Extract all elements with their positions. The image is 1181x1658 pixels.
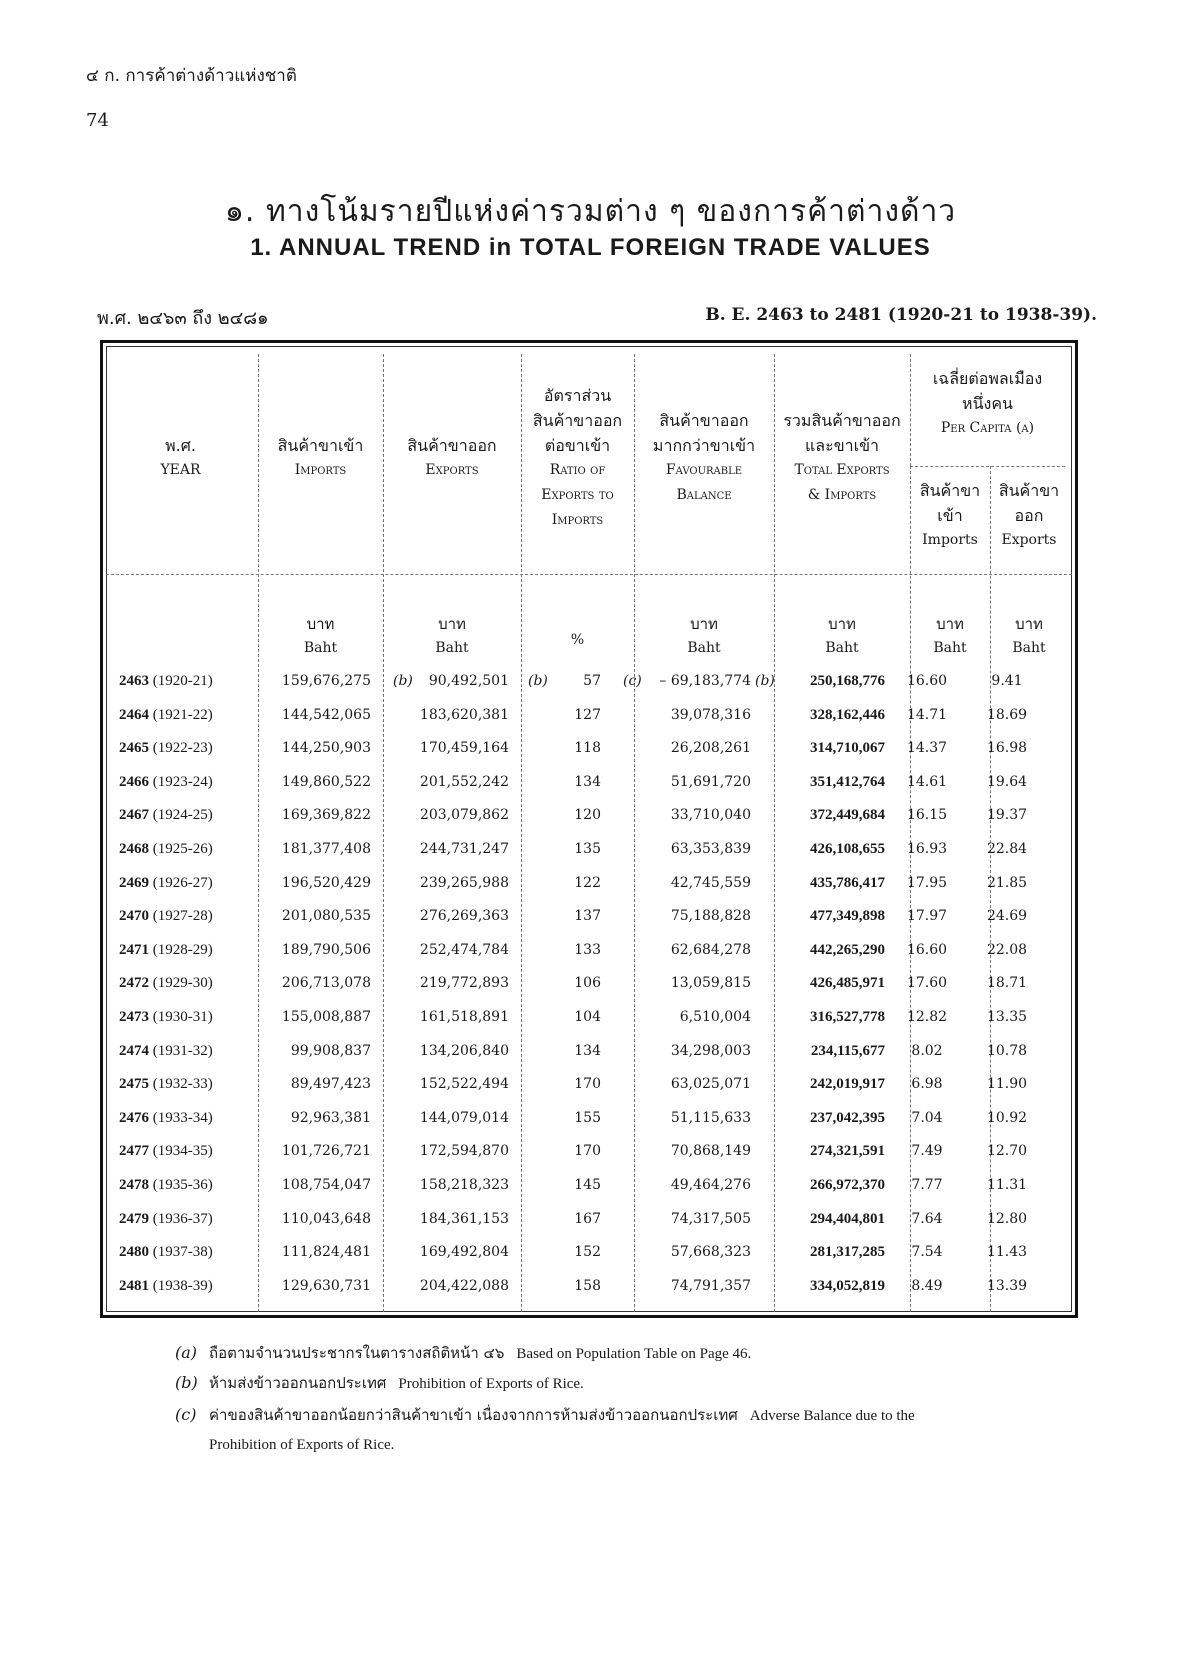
ratio-value: 137 [574,908,601,925]
year-ad: (1927-28) [152,908,213,925]
per-capita-imports-value: 7.54 [911,1244,943,1261]
per-capita-imports-value: 8.49 [911,1277,943,1294]
exports-value: 172,594,870 [419,1143,509,1160]
year-ad: (1932-33) [152,1076,213,1093]
table-row [103,967,1075,1000]
total-value: 237,042,395 [810,1109,885,1126]
exports-value: 252,474,784 [419,941,509,958]
table-row [103,1001,1075,1034]
exports-value: 203,079,862 [419,807,509,824]
exports-value: 201,552,242 [419,773,509,790]
per-capita-imports-value: 17.95 [906,874,948,891]
year-be: 2480 [119,1244,149,1261]
per-capita-imports-value: 12.82 [906,1009,948,1025]
header-balance: สินค้าขาออก มากกว่าขาเข้า Favourable Balance [652,411,756,503]
year-cell [119,967,259,1000]
year-cell [119,1135,259,1168]
imports-value: 101,726,721 [281,1143,371,1160]
year-cell [119,766,259,799]
footnote-a: (a) ถือตามจำนวนประชากรในตารางสถิติหน้า ๔๖ Based on Population Table on Page 46. [175,1343,752,1362]
page-number: 74 [86,110,109,131]
table-row [103,934,1075,967]
header-imports: สินค้าขาเข้า Imports [277,436,364,478]
year-cell [119,665,259,698]
year-be: 2466 [119,773,149,790]
ratio-value: 167 [574,1210,601,1227]
table-row [103,1169,1075,1202]
per-capita-imports-value: 8.02 [911,1042,943,1059]
ratio-value: 135 [574,841,601,857]
year-be: 2465 [119,740,149,757]
total-value: 328,162,446 [810,706,885,723]
year-cell [119,1270,259,1303]
unit-per-capita-imports: บาท Baht [933,615,967,656]
period-english: B. E. 2463 to 2481 (1920-21 to 1938-39). [705,305,1097,325]
year-cell [119,1102,259,1135]
total-value: 442,265,290 [810,941,885,958]
per-capita-exports-value: 10.92 [986,1109,1028,1126]
unit-imports: บาท Baht [303,615,338,656]
total-note-mark: (b) [755,673,775,689]
year-ad: (1936-37) [152,1210,213,1227]
year-ad: (1921-22) [152,706,213,723]
year-be: 2471 [119,941,149,958]
year-be: 2474 [119,1042,149,1059]
per-capita-imports-value: 17.97 [906,908,948,925]
table-row [103,1035,1075,1068]
per-capita-imports-value: 16.60 [906,941,948,958]
unit-per-capita-exports: บาท Baht [1012,615,1046,656]
unit-ratio: % [570,632,585,648]
per-capita-exports-value: 19.37 [986,807,1028,824]
exports-value: 152,522,494 [419,1076,509,1093]
year-cell [119,1236,259,1269]
imports-value: 149,860,522 [281,773,371,790]
year-ad: (1923-24) [152,773,213,790]
imports-value: 144,542,065 [281,706,371,723]
exports-value: 144,079,014 [419,1109,509,1126]
imports-value: 92,963,381 [290,1109,371,1126]
imports-value: 129,630,731 [281,1277,371,1294]
exports-note-mark: (b) [393,673,413,689]
exports-value: 219,772,893 [419,975,509,992]
header-per-capita: เฉลี่ยต่อพลเมือง หนึ่งคน Per Capita (a) [932,369,1043,436]
per-capita-exports-value: 18.69 [986,706,1028,723]
per-capita-exports-value: 18.71 [986,975,1028,992]
per-capita-imports-value: 16.60 [906,673,948,689]
year-be: 2477 [119,1143,149,1160]
ratio-value: 134 [574,773,601,790]
total-value: 242,019,917 [810,1076,885,1093]
footnote-c-continued: Prohibition of Exports of Rice. [209,1437,395,1453]
imports-value: 159,676,275 [281,673,371,689]
ratio-value: 145 [574,1177,601,1193]
header-exports: สินค้าขาออก Exports [407,436,497,478]
balance-value: 33,710,040 [670,807,751,824]
exports-value: 239,265,988 [419,874,509,891]
total-value: 351,412,764 [810,773,885,790]
year-be: 2469 [119,874,149,891]
imports-value: 181,377,408 [281,841,371,857]
year-ad: (1925-26) [152,841,213,857]
table-row [103,799,1075,832]
ratio-value: 127 [574,706,601,723]
balance-value: 74,791,357 [670,1277,751,1294]
year-ad: (1924-25) [152,807,213,824]
per-capita-imports-value: 7.64 [911,1210,943,1227]
year-cell [119,799,259,832]
year-cell [119,900,259,933]
per-capita-imports-value: 14.71 [906,706,948,723]
imports-value: 110,043,648 [281,1210,371,1227]
ratio-value: 152 [574,1244,601,1261]
balance-value: 42,745,559 [670,874,751,891]
unit-balance: บาท Baht [687,615,721,656]
total-value: 372,449,684 [810,807,885,824]
year-ad: (1935-36) [152,1177,213,1193]
table-row [103,900,1075,933]
ratio-value: 133 [574,941,601,958]
year-ad: (1920-21) [152,673,213,689]
per-capita-exports-value: 10.78 [986,1042,1028,1059]
ratio-value: 57 [583,673,601,689]
balance-value: 13,059,815 [670,975,751,992]
ratio-value: 170 [574,1076,601,1093]
per-capita-exports-value: 11.43 [986,1244,1028,1261]
year-cell [119,867,259,900]
balance-value: 51,115,633 [670,1109,751,1126]
per-capita-exports-value: 9.41 [991,673,1023,689]
exports-value: 204,422,088 [419,1277,509,1294]
total-value: 435,786,417 [810,874,885,891]
title-thai: ๑. ทางโน้มรายปีแห่งค่ารวมต่าง ๆ ของการค้าต่างด้าว [224,194,957,229]
table-row [103,1102,1075,1135]
exports-value: 90,492,501 [428,673,509,689]
total-value: 316,527,778 [810,1009,885,1025]
year-be: 2464 [119,706,149,723]
year-cell [119,1035,259,1068]
balance-value: 74,317,505 [670,1210,751,1227]
table-row [103,1236,1075,1269]
balance-value: 26,208,261 [670,740,751,757]
per-capita-exports-value: 13.35 [986,1009,1028,1025]
year-be: 2478 [119,1177,149,1193]
table-row [103,665,1075,698]
per-capita-exports-value: 12.70 [986,1143,1028,1160]
total-value: 294,404,801 [810,1210,885,1227]
total-value: 266,972,370 [810,1177,885,1193]
year-cell [119,732,259,765]
header-divider [106,574,1072,575]
imports-value: 99,908,837 [290,1042,371,1059]
title-english: 1. ANNUAL TREND in TOTAL FOREIGN TRADE VALUES [250,234,931,261]
table-row [103,867,1075,900]
balance-value: 70,868,149 [670,1143,751,1160]
balance-value: 49,464,276 [670,1177,751,1193]
exports-value: 169,492,804 [419,1244,509,1261]
imports-value: 89,497,423 [290,1076,371,1093]
year-be: 2473 [119,1009,149,1025]
imports-value: 169,369,822 [281,807,371,824]
per-capita-exports-value: 11.31 [986,1177,1028,1193]
header-per-capita-imports: สินค้าขา เข้า Imports [919,481,981,548]
ratio-value: 104 [574,1009,601,1025]
total-value: 281,317,285 [810,1244,885,1261]
total-value: 426,108,655 [810,841,885,857]
balance-value: 57,668,323 [670,1244,751,1261]
ratio-value: 158 [574,1277,601,1294]
table-row [103,699,1075,732]
header-total: รวมสินค้าขาออก และขาเข้า Total Exports & Imports [783,411,901,503]
per-capita-imports-value: 7.49 [911,1143,943,1160]
ratio-note-mark: (b) [528,673,548,689]
ratio-value: 118 [574,740,601,757]
year-ad: (1926-27) [152,874,213,891]
year-be: 2463 [119,673,149,689]
per-capita-exports-value: 13.39 [986,1277,1028,1294]
year-ad: (1933-34) [152,1109,213,1126]
year-ad: (1937-38) [152,1244,213,1261]
exports-value: 158,218,323 [419,1177,509,1193]
ratio-value: 120 [574,807,601,824]
balance-value: 6,510,004 [679,1009,751,1025]
year-ad: (1931-32) [152,1042,213,1059]
per-capita-imports-value: 6.98 [911,1076,943,1093]
running-header: ๔ ก. การค้าต่างด้าวแห่งชาติ [86,66,297,86]
balance-value: 34,298,003 [670,1042,751,1059]
year-cell [119,1001,259,1034]
imports-value: 144,250,903 [281,740,371,757]
imports-value: 108,754,047 [281,1177,371,1193]
year-be: 2475 [119,1076,149,1093]
balance-note-mark: (c) [623,673,642,689]
exports-value: 183,620,381 [419,706,509,723]
header-ratio: อัตราส่วน สินค้าขาออก ต่อขาเข้า Ratio of Exports to Imports [532,386,623,528]
year-be: 2472 [119,975,149,992]
per-capita-exports-value: 19.64 [986,773,1028,790]
year-be: 2470 [119,908,149,925]
table-row [103,1135,1075,1168]
footnote-b: (b) ห้ามส่งข้าวออกนอกประเทศ Prohibition of Exports of Rice. [175,1373,584,1392]
per-capita-imports-value: 7.77 [911,1177,943,1193]
table-row [103,732,1075,765]
year-ad: (1930-31) [152,1009,213,1025]
year-be: 2468 [119,841,149,857]
period-thai: พ.ศ. ๒๔๖๓ ถึง ๒๔๘๑ [97,308,269,329]
total-value: 477,349,898 [810,908,885,925]
exports-value: 170,459,164 [419,740,509,757]
per-capita-exports-value: 16.98 [986,740,1028,757]
balance-value: – 69,183,774 [659,673,751,689]
unit-exports: บาท Baht [435,615,469,656]
per-capita-imports-value: 16.15 [906,807,948,824]
year-be: 2467 [119,807,149,824]
imports-value: 201,080,535 [281,908,371,925]
total-value: 334,052,819 [810,1277,885,1294]
imports-value: 155,008,887 [281,1009,371,1025]
exports-value: 184,361,153 [419,1210,509,1227]
per-capita-exports-value: 22.08 [986,941,1028,958]
year-ad: (1934-35) [152,1143,213,1160]
balance-value: 62,684,278 [670,941,751,958]
per-capita-imports-value: 16.93 [906,841,948,857]
exports-value: 276,269,363 [419,908,509,925]
year-be: 2481 [119,1277,149,1294]
imports-value: 189,790,506 [281,941,371,958]
year-cell [119,934,259,967]
table-row [103,766,1075,799]
imports-value: 111,824,481 [281,1244,371,1261]
per-capita-exports-value: 21.85 [986,874,1028,891]
balance-value: 75,188,828 [670,908,751,925]
year-cell [119,1169,259,1202]
balance-value: 39,078,316 [670,706,751,723]
year-ad: (1928-29) [152,941,213,958]
table-row [103,1203,1075,1236]
header-divider [910,466,1065,467]
ratio-value: 155 [574,1109,601,1126]
year-ad: (1922-23) [152,740,213,757]
exports-value: 134,206,840 [419,1042,509,1059]
total-value: 314,710,067 [810,740,885,757]
ratio-value: 134 [574,1042,601,1059]
per-capita-imports-value: 14.37 [906,740,948,757]
table-row [103,1068,1075,1101]
ratio-value: 170 [574,1143,601,1160]
per-capita-imports-value: 17.60 [906,975,948,992]
year-ad: (1929-30) [152,975,213,992]
year-cell [119,1068,259,1101]
per-capita-imports-value: 14.61 [906,773,948,790]
year-be: 2479 [119,1210,149,1227]
ratio-value: 122 [574,874,601,891]
per-capita-exports-value: 22.84 [986,841,1028,857]
balance-value: 63,353,839 [670,841,751,857]
imports-value: 206,713,078 [281,975,371,992]
exports-value: 161,518,891 [419,1009,509,1025]
imports-value: 196,520,429 [281,874,371,891]
balance-value: 51,691,720 [670,773,751,790]
header-per-capita-exports: สินค้าขา ออก Exports [998,481,1060,548]
table-row [103,1270,1075,1303]
table-row [103,833,1075,866]
unit-total: บาท Baht [825,615,859,656]
total-value: 426,485,971 [810,975,885,992]
total-value: 250,168,776 [810,673,885,689]
year-ad: (1938-39) [152,1277,213,1294]
per-capita-imports-value: 7.04 [911,1109,943,1126]
header-year: พ.ศ. YEAR [160,436,201,478]
year-cell [119,699,259,732]
per-capita-exports-value: 12.80 [986,1210,1028,1227]
exports-value: 244,731,247 [419,841,509,857]
year-cell [119,833,259,866]
year-cell [119,1203,259,1236]
total-value: 274,321,591 [810,1143,885,1160]
per-capita-exports-value: 11.90 [986,1076,1028,1093]
year-be: 2476 [119,1109,149,1126]
ratio-value: 106 [574,975,601,992]
total-value: 234,115,677 [810,1042,885,1059]
balance-value: 63,025,071 [670,1076,751,1093]
per-capita-exports-value: 24.69 [986,908,1028,925]
footnote-c: (c) ค่าของสินค้าขาออกน้อยกว่าสินค้าขาเข้า เนื่องจากการห้ามส่งข้าวออกนอกประเทศ Adverse Balance due to the [175,1405,915,1424]
